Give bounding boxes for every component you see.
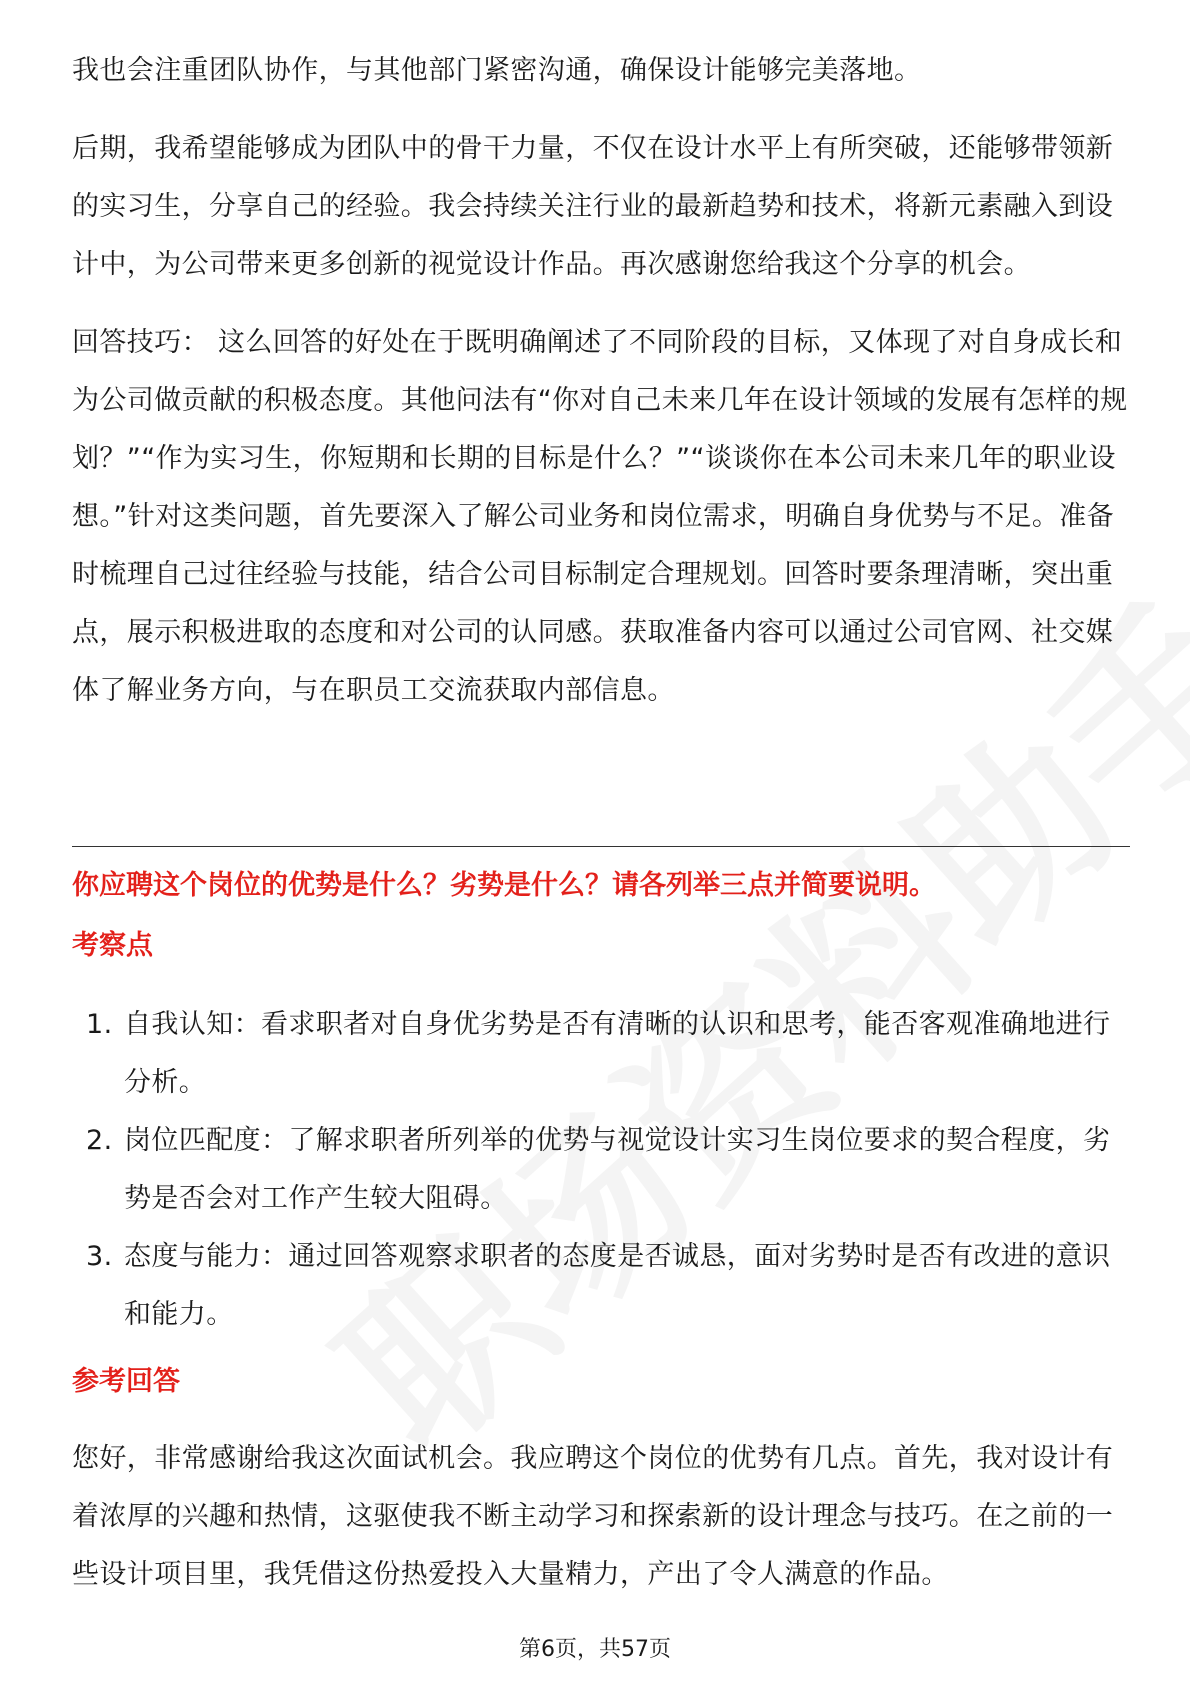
- paragraph-teamwork: 我也会注重团队协作，与其他部门紧密沟通，确保设计能够完美落地。: [72, 55, 922, 86]
- list-text: 自我认知：看求职者对自身优劣势是否有清晰的认识和思考，能否客观准确地进行分析。: [124, 1009, 1111, 1098]
- list-item: [72, 996, 1132, 1112]
- list-text: 态度与能力：通过回答观察求职者的态度是否诚恳，面对劣势时是否有改进的意识和能力。: [124, 1241, 1111, 1330]
- list-number: 3.: [86, 1241, 113, 1272]
- list-number: 1.: [86, 1009, 113, 1040]
- focus-label: 考察点: [72, 930, 153, 961]
- paragraph-answer-tips: 回答技巧： 这么回答的好处在于既明确阐述了不同阶段的目标，又体现了对自身成长和为公司做贡献的积极态度。其他问法有“你对自己未来几年在设计领域的发展有怎样的规划？”“作为实习生，你短期和长期的目标是什么？”“谈谈你在本公司未来几年的职业设想。”针对这类问题，首先要深入了解公司业务和岗位需求，明确自身优势与不足。准备时梳理自己过往经验与技能，结合公司目标制定合理规划。回答时要条理清晰，突出重点，展示积极进取的态度和对公司的认同感。获取准备内容可以通过公司官网、社交媒体了解业务方向，与在职员工交流获取内部信息。: [72, 327, 1128, 706]
- list-text: 岗位匹配度：了解求职者所列举的优势与视觉设计实习生岗位要求的契合程度，劣势是否会对工作产生较大阻碍。: [124, 1125, 1111, 1214]
- page-footer: 第6页，共57页: [519, 1637, 671, 1662]
- answer-section: [72, 1430, 1132, 1604]
- top-content: [72, 42, 1132, 720]
- paragraph-later-goals: 后期，我希望能够成为团队中的骨干力量，不仅在设计水平上有所突破，还能够带领新的实习生，分享自己的经验。我会持续关注行业的最新趋势和技术，将新元素融入到设计中，为公司带来更多创新的视觉设计作品。再次感谢您给我这个分享的机会。: [72, 133, 1114, 280]
- answer-label: 参考回答: [72, 1366, 180, 1397]
- focus-list: [72, 996, 1132, 1344]
- list-item: [72, 1112, 1132, 1228]
- answer-paragraph: 您好，非常感谢给我这次面试机会。我应聘这个岗位的优势有几点。首先，我对设计有着浓厚的兴趣和热情，这驱使我不断主动学习和探索新的设计理念与技巧。在之前的一些设计项目里，我凭借这份热爱投入大量精力，产出了令人满意的作品。: [72, 1443, 1114, 1590]
- list-number: 2.: [86, 1125, 113, 1156]
- question-heading: 你应聘这个岗位的优势是什么？劣势是什么？请各列举三点并简要说明。: [72, 870, 936, 901]
- list-item: [72, 1228, 1132, 1344]
- section-divider: [72, 846, 1130, 847]
